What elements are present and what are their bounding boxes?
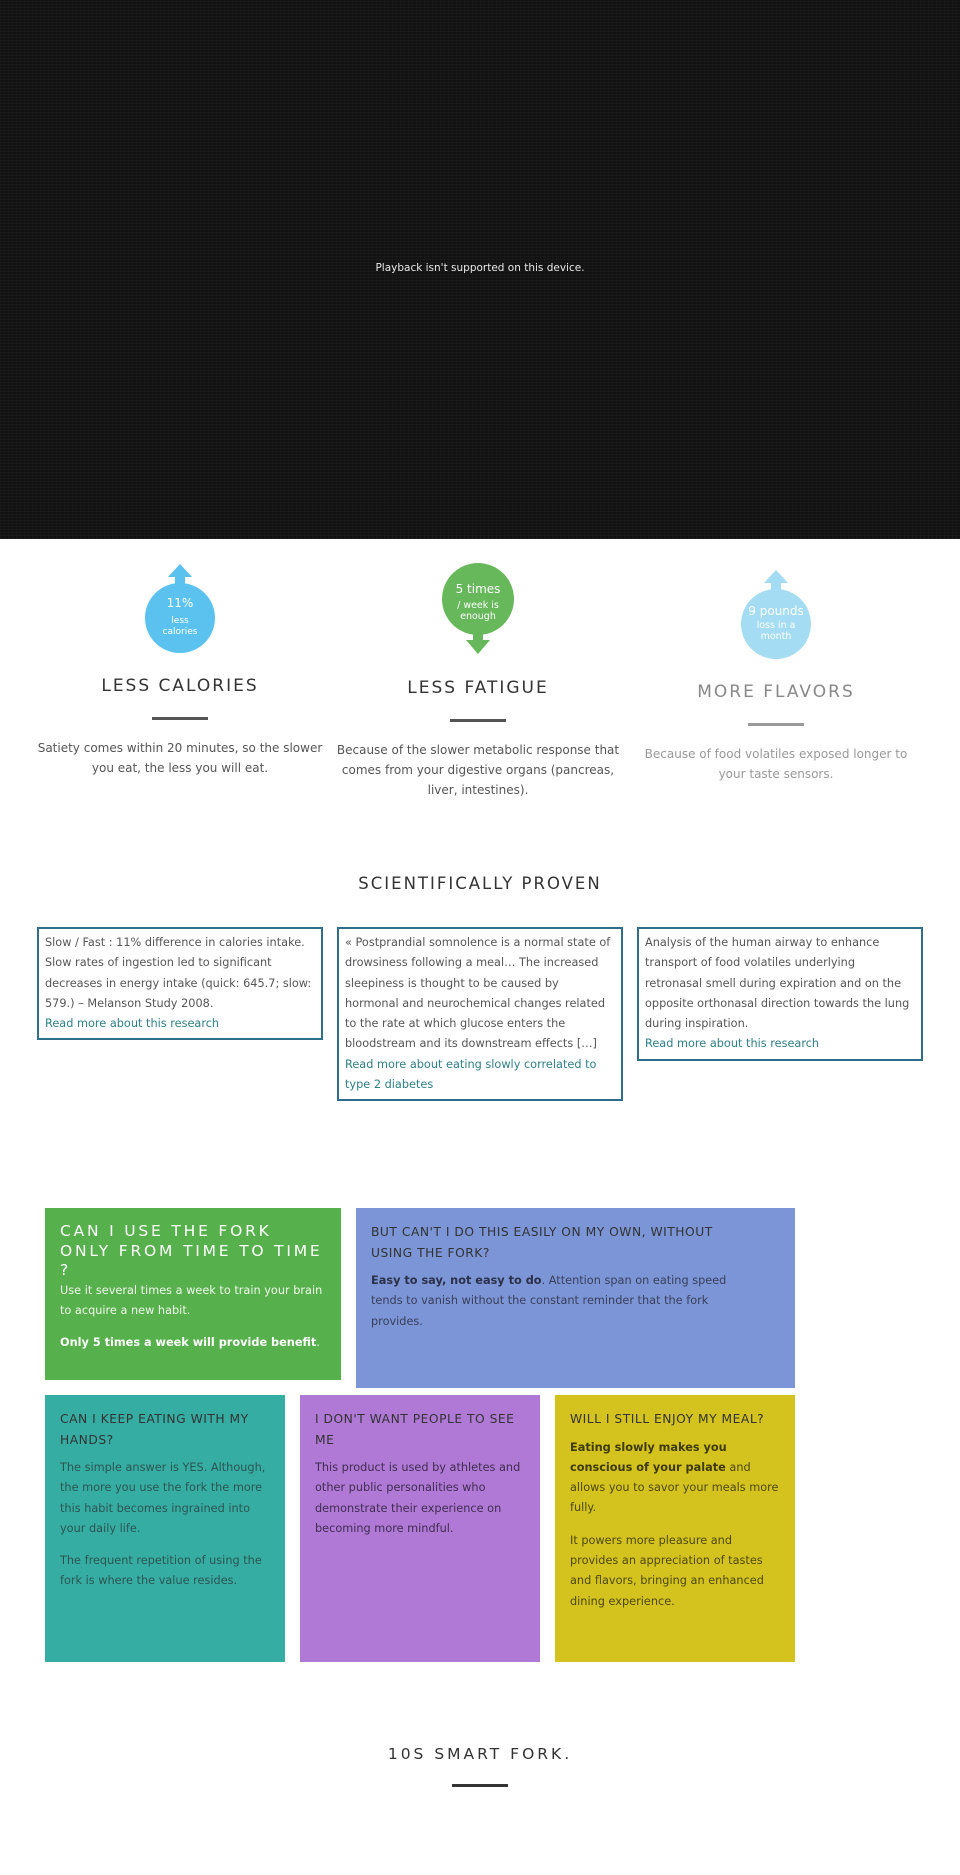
benefit-title: LESS CALORIES <box>101 676 259 696</box>
faq-tile-hands <box>45 1395 285 1662</box>
playback-message: Playback isn't supported on this device. <box>375 262 585 274</box>
benefit-more-flavors <box>631 566 921 796</box>
badge-value: 11% <box>166 596 194 610</box>
faq-tile-without-fork <box>356 1208 795 1388</box>
faq-answer: Eating slowly makes you conscious of your palate and allows you to savor your meals more fully. <box>570 1440 779 1515</box>
badge-value: 5 times <box>455 582 501 596</box>
fork-features-cutoff <box>0 1866 960 1875</box>
benefit-divider <box>450 719 506 722</box>
faq-answer: It powers more pleasure and provides an appreciation of tastes and flavors, bringing an enhanced dining experience. <box>570 1533 764 1608</box>
faq-answer: Use it several times a week to train your brain to acquire a new habit. <box>60 1283 323 1317</box>
faq-answer: Easy to say, not easy to do. Attention span on eating speed tends to vanish without the constant reminder that the fork provides. <box>371 1274 727 1328</box>
fork-title-divider <box>452 1784 508 1787</box>
badge-line2: month <box>760 631 792 642</box>
research-link[interactable]: Read more about this research <box>645 1037 820 1051</box>
research-text: Slow / Fast : 11% difference in calories intake. Slow rates of ingestion led to significant decreases in energy intake (quick: 645.7; slow: 579.) – Melanson Study 2008. <box>45 936 312 1010</box>
faq-answer: The simple answer is YES. Although, the more you use the fork the more this habit becomes ingrained into your daily life. <box>60 1461 266 1535</box>
faq-tile-enjoy-meal <box>555 1395 795 1662</box>
badge-line1: less <box>171 616 189 626</box>
badge-line2: calories <box>162 627 198 637</box>
video-player[interactable] <box>0 0 960 539</box>
research-card <box>37 927 323 1040</box>
badge-value: 9 pounds <box>748 604 804 618</box>
benefit-text: Because of the slower metabolic response that comes from your digestive organs (pancreas, liver, intestines). <box>336 743 620 797</box>
cutoff-text-fragment <box>70 1869 74 1875</box>
faq-question: CAN I USE THE FORK ONLY FROM TIME TO TIME ? <box>60 1222 323 1279</box>
badge-line1: loss in a <box>756 620 796 631</box>
benefit-text: Satiety comes within 20 minutes, so the slower you eat, the less you will eat. <box>37 741 323 775</box>
research-text: Analysis of the human airway to enhance transport of food volatiles underlying retronasal smell during expiration and on the opposite orthonasal direction towards the lung during inspiration. <box>645 936 910 1031</box>
faq-question: WILL I STILL ENJOY MY MEAL? <box>570 1412 765 1426</box>
badge-line1: / week is <box>457 600 499 611</box>
benefit-title: MORE FLAVORS <box>697 682 855 702</box>
benefit-less-fatigue <box>333 562 623 802</box>
benefit-text: Because of food volatiles exposed longer to your taste sensors. <box>644 747 908 781</box>
benefit-divider <box>152 717 208 720</box>
fork-section-title: 10S SMART FORK. <box>387 1745 573 1763</box>
faq-answer-highlight: Only 5 times a week will provide benefit. <box>60 1336 320 1350</box>
faq-question: CAN I KEEP EATING WITH MY HANDS? <box>60 1412 249 1447</box>
research-text: « Postprandial somnolence is a normal state of drowsiness following a meal… The increased sleepiness is thought to be caused by hormonal and neurochemical changes related to the rate at which glucose enters the bloodstream and its downstream effects […] <box>345 936 611 1051</box>
faq-question: BUT CAN'T I DO THIS EASILY ON MY OWN, WITHOUT USING THE FORK? <box>371 1225 713 1260</box>
badge-line2: enough <box>460 611 496 622</box>
faq-tile-time-to-time <box>45 1208 341 1380</box>
research-card <box>637 927 923 1061</box>
benefit-less-calories <box>35 560 325 790</box>
faq-answer: This product is used by athletes and other public personalities who demonstrate their experience on becoming more mindful. <box>315 1461 521 1535</box>
research-link[interactable]: Read more about eating slowly correlated to type 2 diabetes <box>345 1057 597 1092</box>
science-section-title: SCIENTIFICALLY PROVEN <box>358 874 602 893</box>
research-card <box>337 927 623 1101</box>
research-link[interactable]: Read more about this research <box>45 1017 220 1031</box>
benefit-title: LESS FATIGUE <box>407 678 549 698</box>
faq-answer: The frequent repetition of using the fork is where the value resides. <box>60 1554 262 1588</box>
benefit-divider <box>748 723 804 726</box>
faq-question: I DON'T WANT PEOPLE TO SEE ME <box>315 1412 515 1447</box>
faq-tile-people-see <box>300 1395 540 1662</box>
